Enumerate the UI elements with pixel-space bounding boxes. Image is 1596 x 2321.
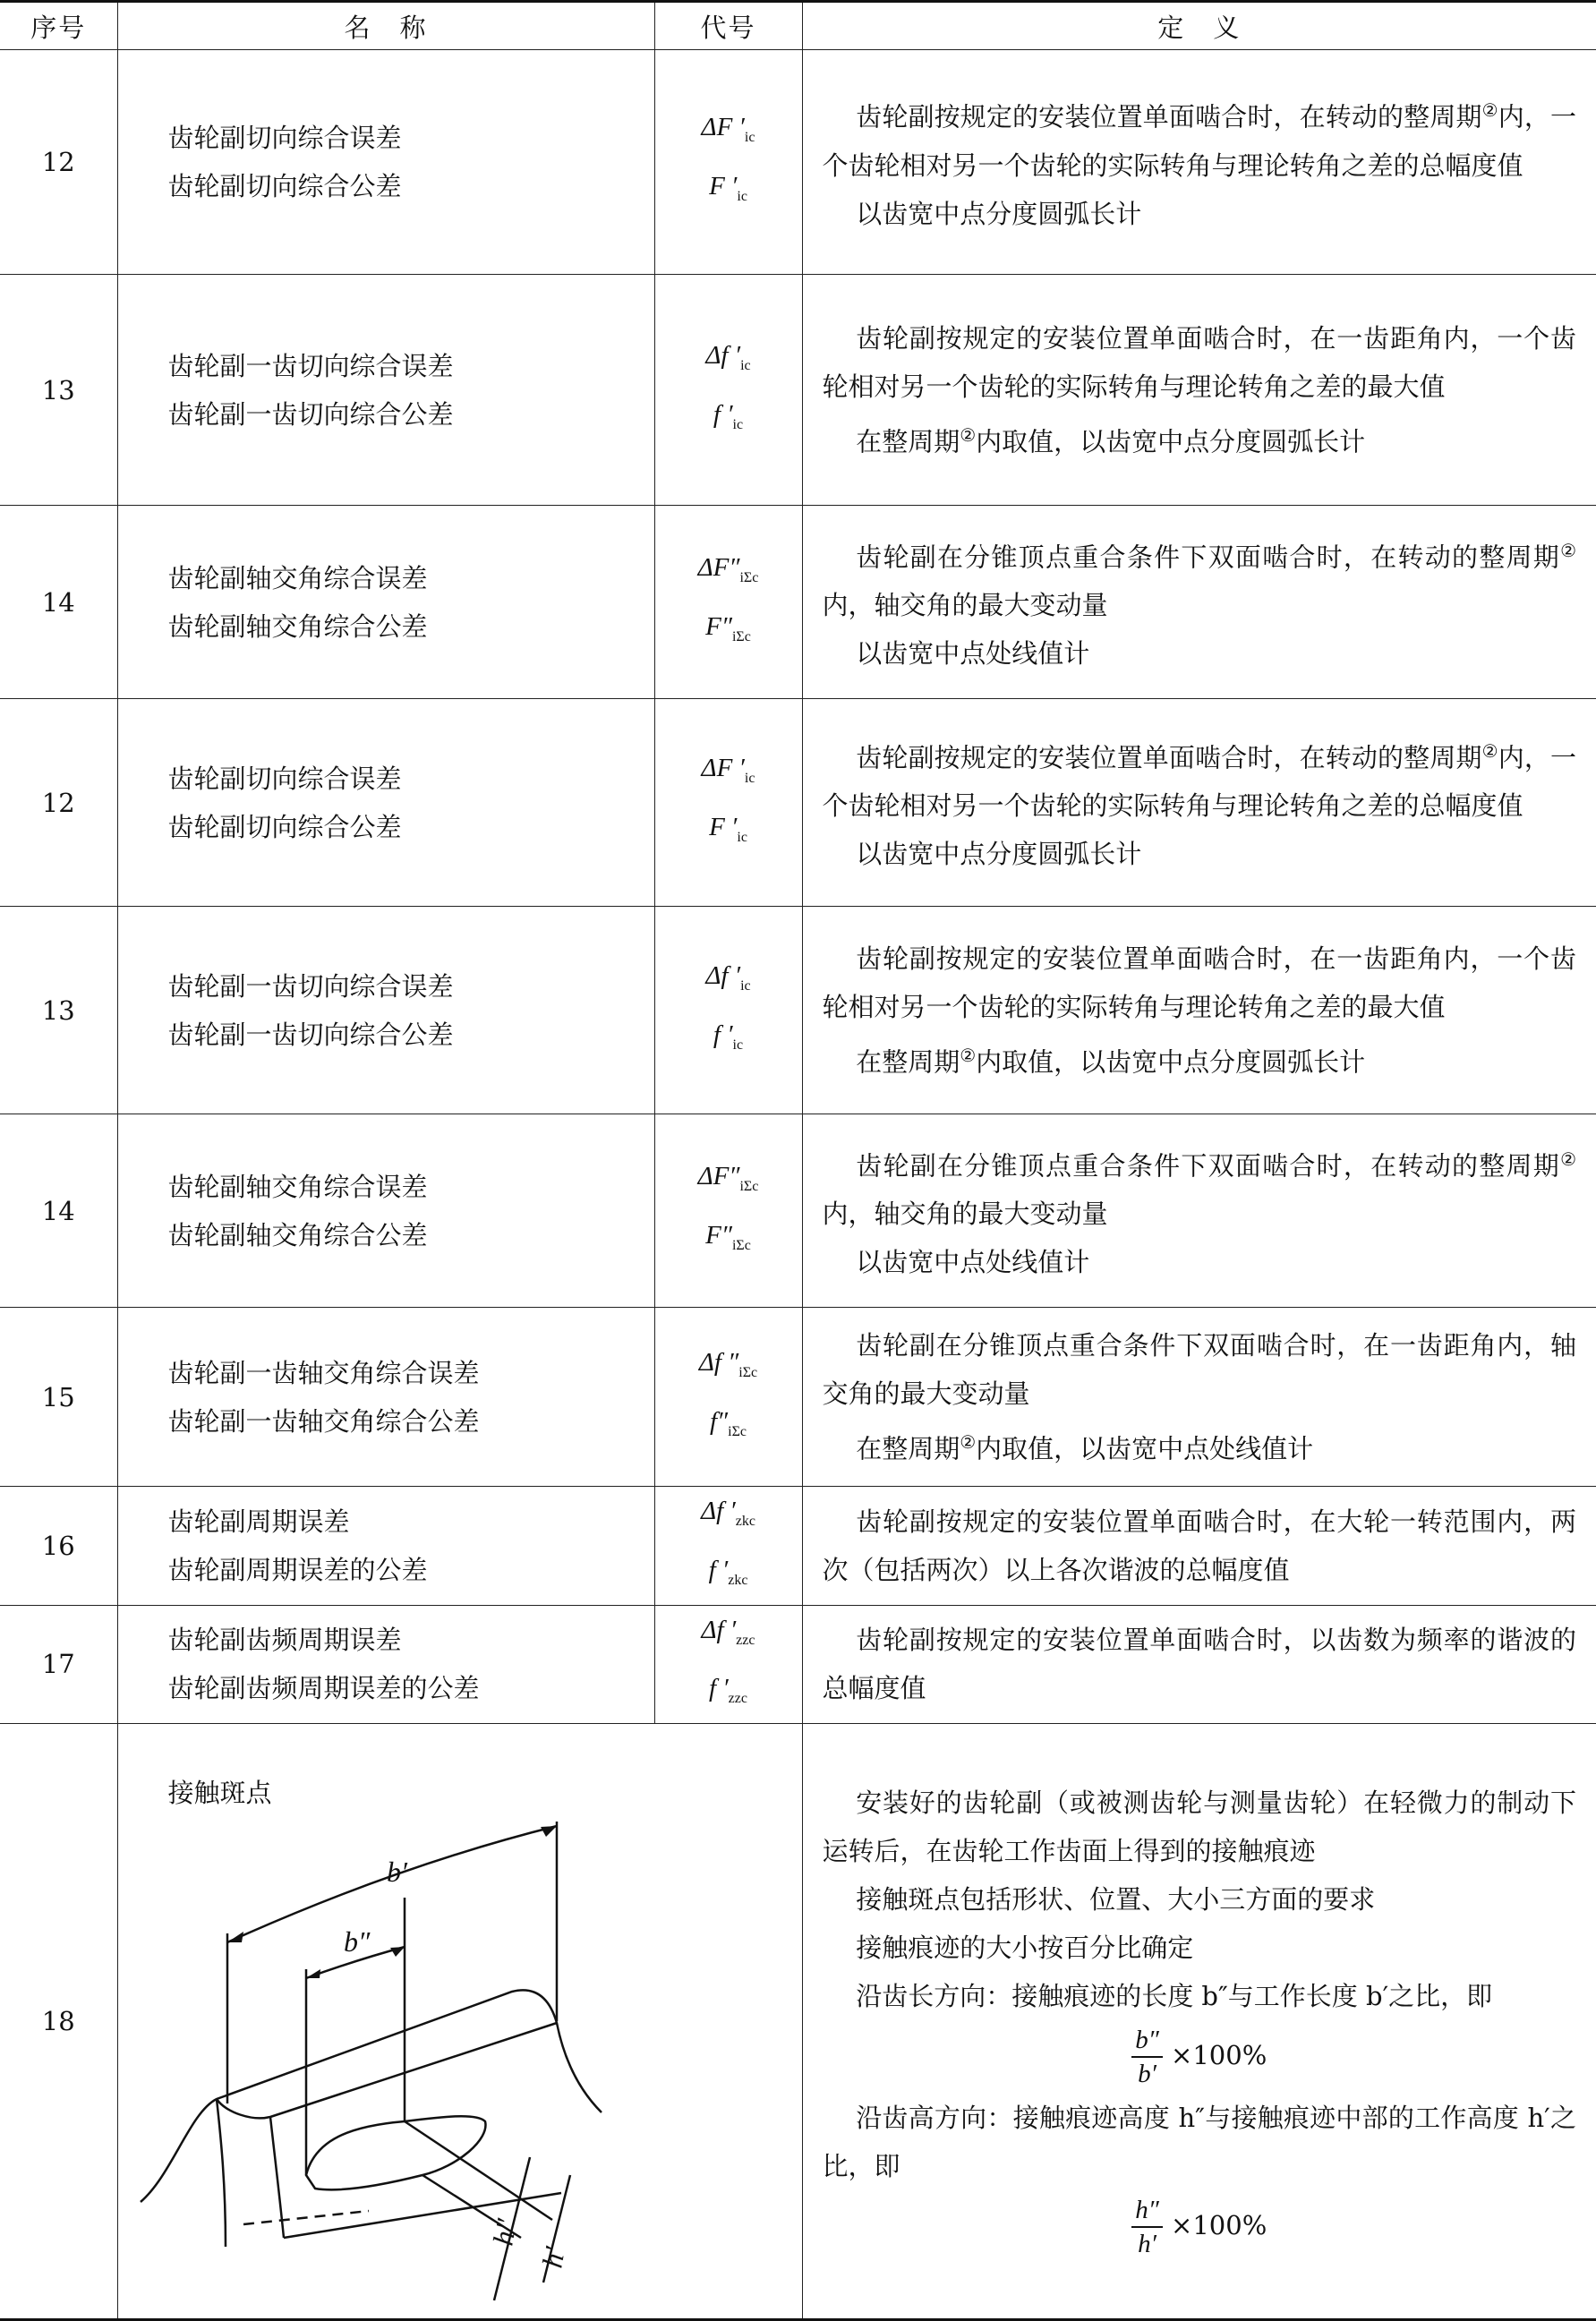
row-name: [117, 506, 654, 699]
row-symbol: [654, 1308, 802, 1487]
tolerance-symbol: $f''_{i\Sigma c}$: [710, 1406, 747, 1439]
definition-paragraph: 在整周期②内取值，以齿宽中点分度圆弧长计: [856, 1044, 1366, 1078]
table-row: [0, 1308, 1596, 1487]
tolerance-symbol: f $'_{zzc}$: [709, 1674, 747, 1707]
row-symbol: [654, 1605, 802, 1724]
row-symbol: [654, 275, 802, 506]
table-row: [0, 506, 1596, 699]
row-number: 12: [0, 50, 117, 275]
contact-pattern-diagram: [136, 1817, 655, 2318]
row-definition: [802, 506, 1596, 699]
row-number: 16: [0, 1487, 117, 1606]
tolerance-symbol: f $'_{ic}$: [713, 399, 744, 432]
tolerance-symbol: $F''_{i\Sigma c}$: [705, 1220, 751, 1253]
row-name: [117, 1487, 654, 1606]
tolerance-name: 齿轮副周期误差的公差: [167, 1554, 428, 1585]
tolerance-name: 齿轮副一齿切向综合公差: [167, 1019, 454, 1050]
row-definition: [802, 907, 1596, 1114]
tolerance-symbol: F $'_{ic}$: [709, 172, 747, 204]
error-name: 齿轮副一齿轴交角综合误差: [167, 1357, 480, 1388]
definition-paragraph: 齿轮副在分锥顶点重合条件下双面啮合时，在一齿距角内，轴交角的最大变动量: [822, 1329, 1576, 1409]
row-number: 18: [0, 1724, 117, 2320]
table-row: [0, 699, 1596, 907]
row-number: 17: [0, 1605, 117, 1724]
error-symbol: Δf $''_{i\Sigma c}$: [698, 1347, 758, 1380]
row-number: 14: [0, 1114, 117, 1308]
table-row-contact-pattern: [0, 1724, 1596, 2320]
tolerance-symbol: F $'_{ic}$: [709, 812, 747, 845]
formula-length-ratio: $\frac{b''}{b'}$ ×100%: [823, 2024, 1577, 2090]
error-name: 齿轮副切向综合误差: [167, 123, 402, 153]
row-definition: [802, 1308, 1596, 1487]
row-definition: [802, 50, 1596, 275]
tolerance-name: 齿轮副轴交角综合公差: [167, 1219, 428, 1250]
definition-paragraph: 齿轮副在分锥顶点重合条件下双面啮合时，在转动的整周期②内，轴交角的最大变动量: [822, 539, 1576, 621]
row-definition: [802, 1114, 1596, 1308]
row-definition: [802, 1487, 1596, 1606]
tolerance-symbol: f $'_{ic}$: [713, 1020, 744, 1053]
header-name: 名 称: [117, 2, 654, 50]
error-name: 齿轮副轴交角综合误差: [167, 562, 428, 593]
contact-pattern-title: 接触斑点: [167, 1778, 272, 1809]
label-b-prime: b′: [386, 1856, 407, 1889]
row-name: [117, 1114, 654, 1308]
tolerance-name: 齿轮副一齿轴交角综合公差: [167, 1405, 480, 1437]
definition-paragraph: 沿齿长方向：接触痕迹的长度 b″与工作长度 b′之比，即: [856, 1981, 1493, 2012]
row-symbol: [654, 699, 802, 907]
definition-paragraph: 接触斑点包括形状、位置、大小三方面的要求: [856, 1884, 1376, 1916]
definition-paragraph: 齿轮副按规定的安装位置单面啮合时，在转动的整周期②内，一个齿轮相对另一个齿轮的实际转角与理论转角之差的总幅度值: [822, 739, 1576, 822]
row-number: 12: [0, 699, 117, 907]
table-row: [0, 1605, 1596, 1724]
row-number: 15: [0, 1308, 117, 1487]
row-symbol: [654, 50, 802, 275]
error-name: 齿轮副一齿切向综合误差: [167, 350, 454, 381]
error-name: 齿轮副一齿切向综合误差: [167, 970, 454, 1002]
error-symbol: ΔF $'_{ic}$: [701, 753, 755, 786]
tolerance-name: 齿轮副齿频周期误差的公差: [167, 1673, 480, 1704]
row-symbol: [654, 506, 802, 699]
row-name: [117, 1308, 654, 1487]
definition-paragraph: 安装好的齿轮副（或被测齿轮与测量齿轮）在轻微力的制动下运转后，在齿轮工作齿面上得到的接触痕迹: [822, 1788, 1576, 1867]
row-definition: [802, 1724, 1596, 2320]
row-symbol: [654, 907, 802, 1114]
label-h-double-prime: h″: [485, 2216, 523, 2248]
table-row: [0, 1487, 1596, 1606]
error-symbol: $\Delta F''_{i\Sigma c}$: [697, 1161, 759, 1194]
error-symbol: $\Delta F''_{i\Sigma c}$: [697, 552, 759, 585]
error-name: 齿轮副切向综合误差: [167, 763, 402, 794]
row-name: [117, 275, 654, 506]
row-name: [117, 907, 654, 1114]
error-symbol: ΔF $'_{ic}$: [701, 113, 755, 145]
label-h-prime: h′: [534, 2244, 571, 2271]
definition-paragraph: 以齿宽中点分度圆弧长计: [856, 839, 1142, 870]
row-number: 13: [0, 907, 117, 1114]
error-symbol: Δf $'_{zkc}$: [701, 1497, 755, 1529]
definition-paragraph: 齿轮副按规定的安装位置单面啮合时，在一齿距角内，一个齿轮相对另一个齿轮的实际转角与理论转角之差的最大值: [822, 943, 1576, 1022]
error-name: 齿轮副周期误差: [167, 1506, 350, 1537]
row-name: [117, 50, 654, 275]
row-definition: [802, 275, 1596, 506]
row-name: [117, 1605, 654, 1724]
tolerance-name: 齿轮副切向综合公差: [167, 171, 402, 201]
error-name: 齿轮副轴交角综合误差: [167, 1171, 428, 1202]
table-row: [0, 275, 1596, 506]
row-number: 14: [0, 506, 117, 699]
row-definition: [802, 1605, 1596, 1724]
table-row: [0, 1114, 1596, 1308]
tolerance-symbol: f $'_{zkc}$: [708, 1555, 748, 1588]
row-name-figure: [117, 1724, 802, 2320]
header-no: 序号: [0, 2, 117, 50]
error-name: 齿轮副齿频周期误差: [167, 1625, 402, 1656]
row-symbol: [654, 1114, 802, 1308]
definition-paragraph: 以齿宽中点分度圆弧长计: [856, 198, 1142, 229]
definition-paragraph: 齿轮副按规定的安装位置单面啮合时，以齿数为频率的谐波的总幅度值: [822, 1625, 1576, 1704]
header-row: [0, 2, 1596, 50]
header-definition: 定 义: [802, 2, 1596, 50]
label-b-double-prime: b″: [343, 1925, 370, 1958]
table-row: [0, 907, 1596, 1114]
definition-paragraph: 以齿宽中点处线值计: [856, 638, 1090, 670]
definition-paragraph: 沿齿高方向：接触痕迹高度 h″与接触痕迹中部的工作高度 h′之比，即: [822, 2103, 1576, 2182]
definition-paragraph: 接触痕迹的大小按百分比确定: [856, 1933, 1194, 1964]
definition-paragraph: 在整周期②内取值，以齿宽中点处线值计: [856, 1430, 1314, 1464]
header-symbol: 代号: [654, 2, 802, 50]
error-symbol: Δf $'_{ic}$: [705, 340, 751, 373]
tolerance-name: 齿轮副轴交角综合公差: [167, 610, 428, 642]
table-row: [0, 50, 1596, 275]
row-definition: [802, 699, 1596, 907]
definition-paragraph: 齿轮副按规定的安装位置单面啮合时，在一齿距角内，一个齿轮相对另一个齿轮的实际转角与理论转角之差的最大值: [822, 322, 1576, 402]
row-number: 13: [0, 275, 117, 506]
row-symbol: [654, 1487, 802, 1606]
definition-paragraph: 齿轮副按规定的安装位置单面啮合时，在大轮一转范围内，两次（包括两次）以上各次谐波的总幅度值: [822, 1506, 1576, 1585]
definition-paragraph: 齿轮副在分锥顶点重合条件下双面啮合时，在转动的整周期②内，轴交角的最大变动量: [822, 1148, 1576, 1230]
tolerance-symbol: $F''_{i\Sigma c}$: [705, 611, 751, 644]
definition-paragraph: 齿轮副按规定的安装位置单面啮合时，在转动的整周期②内，一个齿轮相对另一个齿轮的实际转角与理论转角之差的总幅度值: [822, 99, 1576, 181]
tolerance-name: 齿轮副切向综合公差: [167, 811, 402, 842]
tolerance-name: 齿轮副一齿切向综合公差: [167, 398, 454, 430]
formula-height-ratio: $\frac{h''}{h'}$ ×100%: [823, 2194, 1577, 2260]
definition-paragraph: 以齿宽中点处线值计: [856, 1247, 1090, 1278]
error-symbol: Δf $'_{ic}$: [705, 960, 751, 994]
definition-paragraph: 在整周期②内取值，以齿宽中点分度圆弧长计: [856, 423, 1366, 457]
row-name: [117, 699, 654, 907]
error-symbol: Δf $'_{zzc}$: [701, 1615, 755, 1648]
